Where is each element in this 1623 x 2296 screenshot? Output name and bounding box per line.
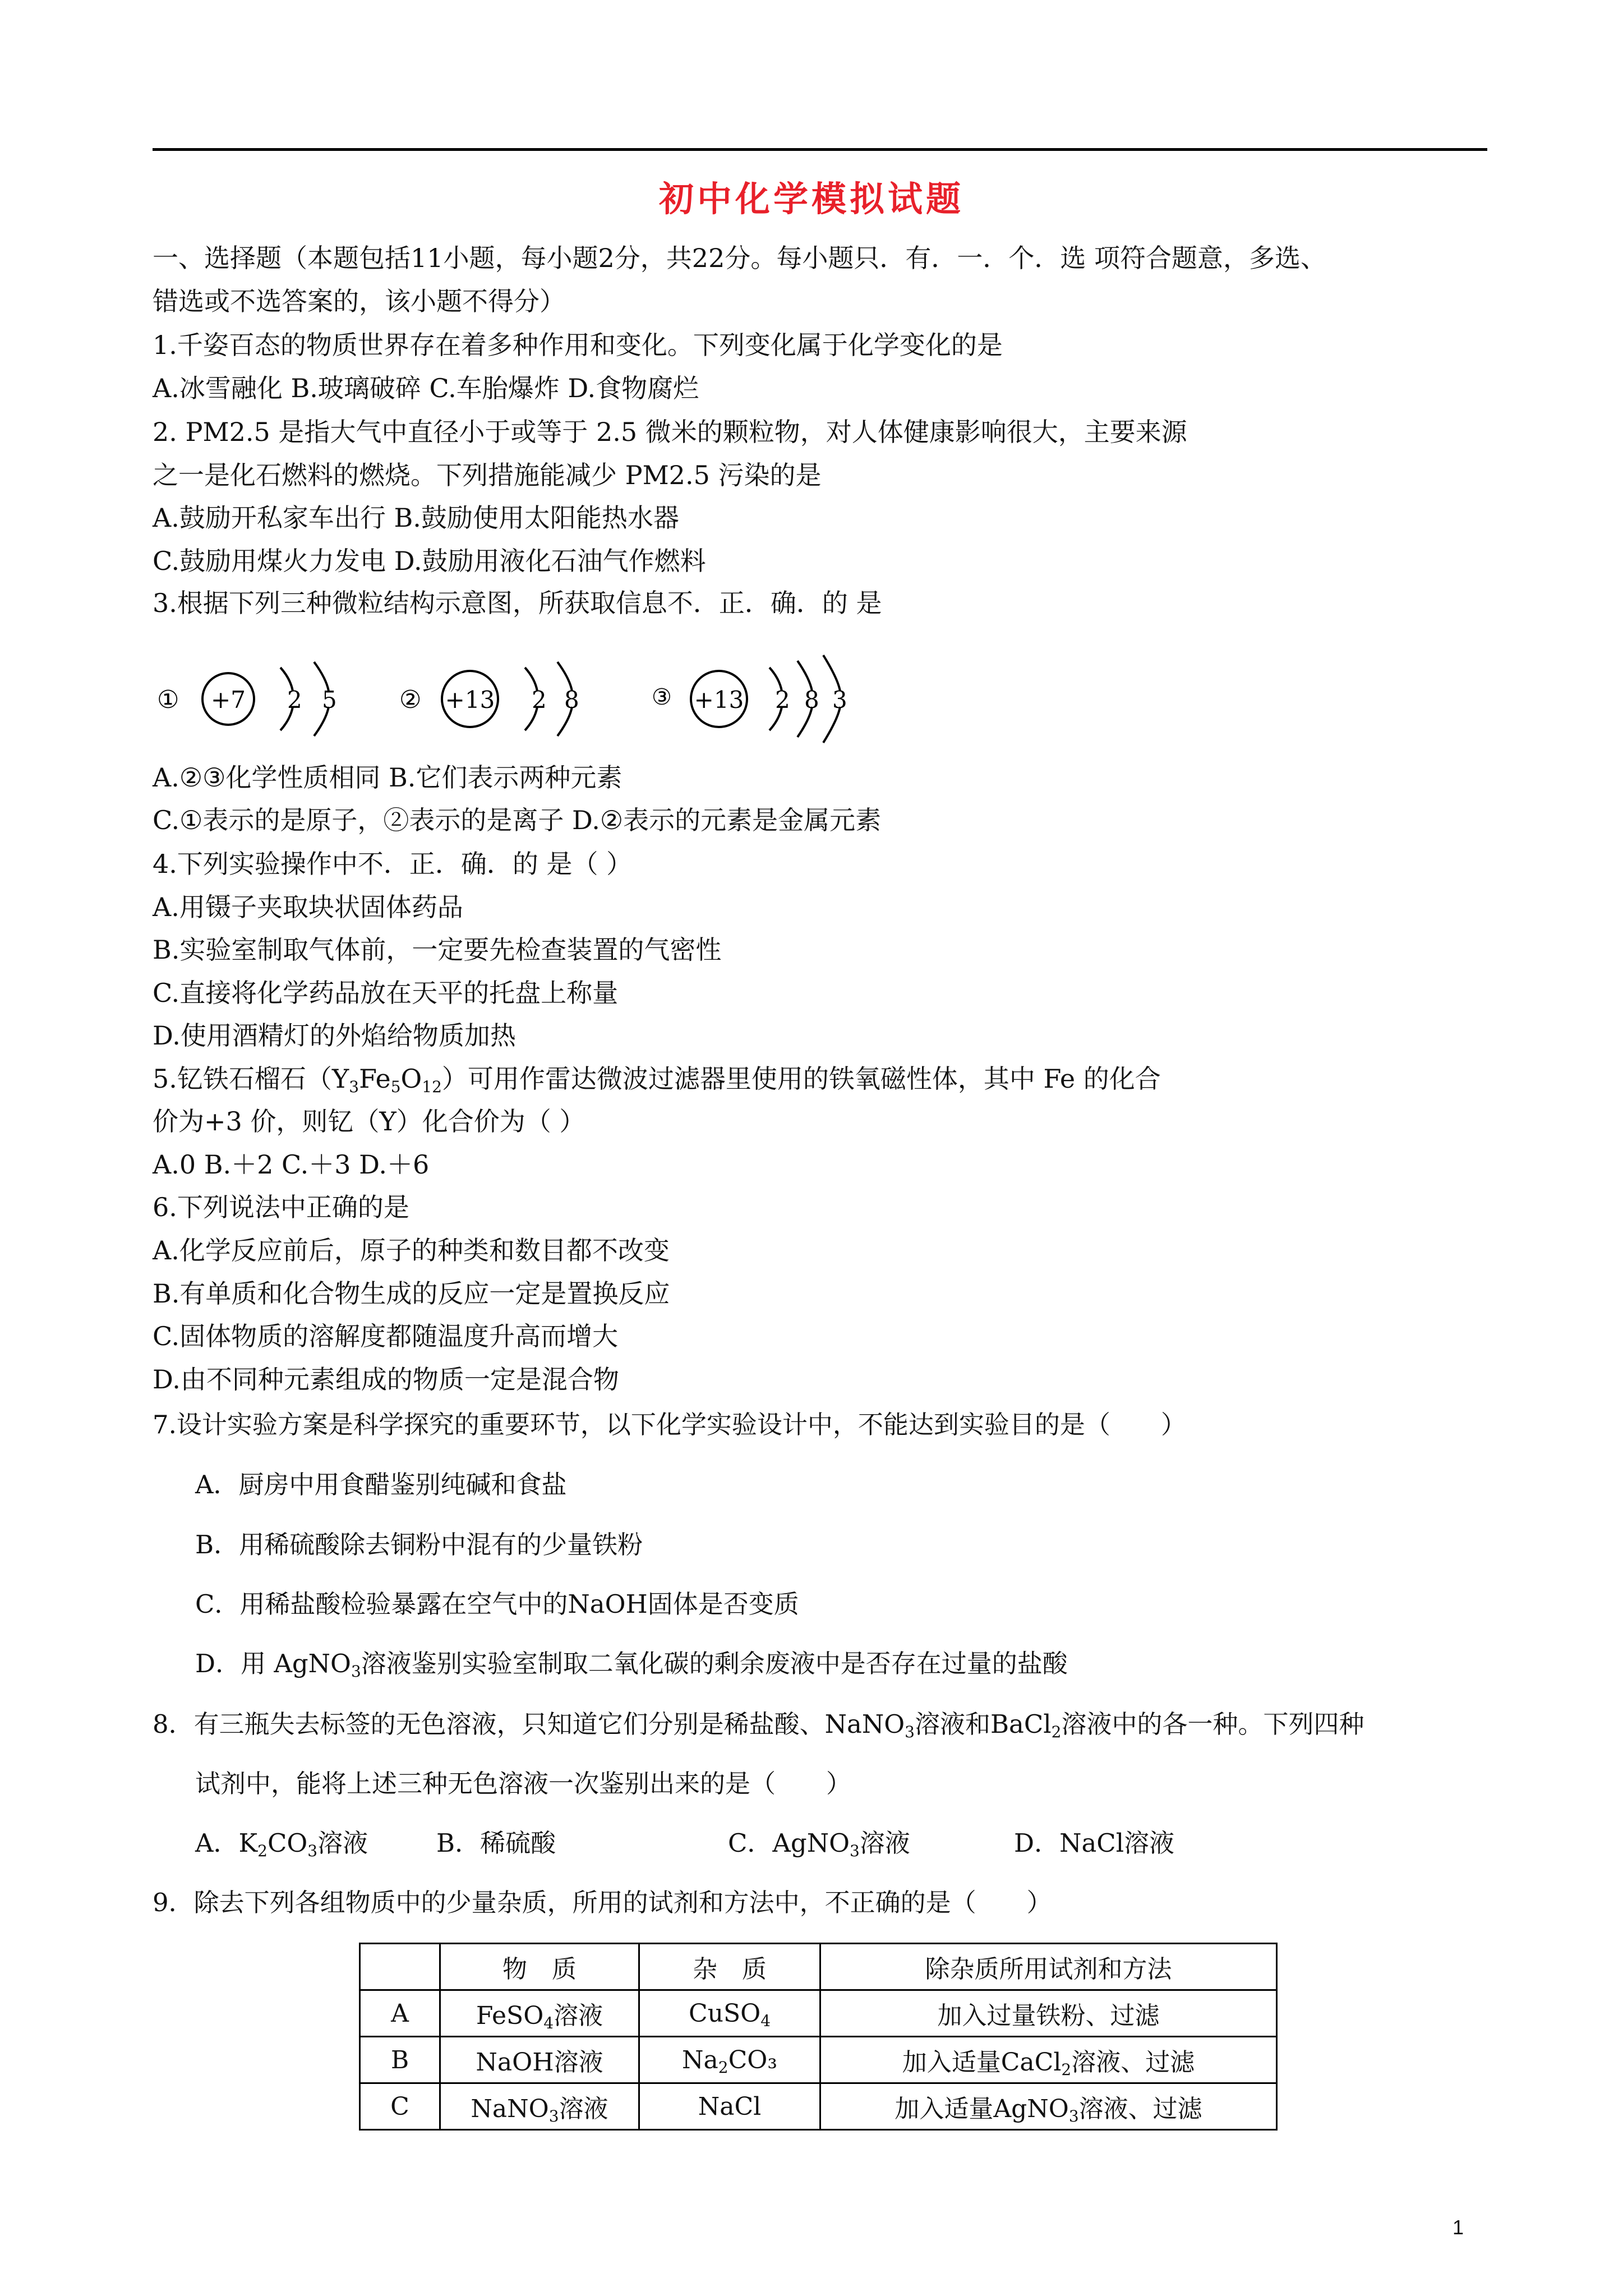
q8-option-b: B．稀硫酸 bbox=[436, 1828, 556, 1858]
q7-option-d: D．用 AgNO$_3$溶液鉴别实验室制取二氧化碳的剩余废液中是否存在过量的盐酸 bbox=[195, 1649, 1068, 1681]
particle-3-label: ③ bbox=[652, 684, 672, 710]
header-rule bbox=[153, 148, 1487, 151]
q6-stem: 6.下列说法中正确的是 bbox=[153, 1192, 409, 1222]
q2-stem2: 之一是化石燃料的燃烧。下列措施能减少 PM2.5 污染的是 bbox=[153, 460, 822, 490]
particle-3-shell-3: 3 bbox=[832, 686, 847, 714]
particle-1-shell-1: 2 bbox=[287, 686, 302, 714]
q2-options1: A.鼓励开私家车出行 B.鼓励使用太阳能热水器 bbox=[153, 503, 679, 533]
section-header-line1: 一、选择题（本题包括11小题，每小题2分，共22分。每小题只．有．一．个．选 项符合题意，多选、 bbox=[153, 243, 1326, 273]
particle-diagram bbox=[153, 645, 882, 752]
particle-3-nucleus: +13 bbox=[694, 686, 744, 714]
q7-option-a: A．厨房中用食醋鉴别纯碱和食盐 bbox=[195, 1470, 567, 1499]
q3-stem: 3.根据下列三种微粒结构示意图，所获取信息不．正．确．的 是 bbox=[153, 588, 882, 618]
q4-option-c: C.直接将化学药品放在天平的托盘上称量 bbox=[153, 978, 619, 1008]
q8-option-a: A．$K_2CO_3$溶液 bbox=[195, 1828, 368, 1860]
q9-stem: 9．除去下列各组物质中的少量杂质，所用的试剂和方法中，不正确的是（ ） bbox=[153, 1888, 1052, 1917]
q4-option-a: A.用镊子夹取块状固体药品 bbox=[153, 892, 463, 922]
page-number: 1 bbox=[1453, 2216, 1464, 2239]
q7-stem: 7.设计实验方案是科学探究的重要环节，以下化学实验设计中，不能达到实验目的是（ ） bbox=[153, 1410, 1186, 1439]
particle-2-shell-1: 2 bbox=[532, 686, 547, 714]
particle-2 bbox=[399, 662, 579, 736]
q6-option-d: D.由不同种元素组成的物质一定是混合物 bbox=[153, 1364, 619, 1395]
q6-option-b: B.有单质和化合物生成的反应一定是置换反应 bbox=[153, 1278, 670, 1309]
q9-table bbox=[359, 1943, 1278, 2131]
particle-1-nucleus: +7 bbox=[211, 686, 246, 714]
particle-2-shell-2: 8 bbox=[564, 686, 579, 714]
q1-stem: 1.千姿百态的物质世界存在着多种作用和变化。下列变化属于化学变化的是 bbox=[153, 330, 1003, 360]
particle-3 bbox=[652, 655, 847, 743]
table-row: A FeSO$_4$溶液 CuSO$_4$ 加入过量铁粉、过滤 bbox=[360, 1990, 1277, 2037]
q5-stem2: 价为+3 价，则钇（Y）化合价为（ ） bbox=[153, 1106, 585, 1137]
q8-option-d: D．NaCl溶液 bbox=[1014, 1828, 1175, 1858]
q6-option-a: A.化学反应前后，原子的种类和数目都不改变 bbox=[153, 1235, 670, 1266]
q3-options2: C.①表示的是原子，②表示的是离子 D.②表示的元素是金属元素 bbox=[153, 805, 882, 835]
q5-options: A.0 B.＋2 C.＋3 D.＋6 bbox=[153, 1149, 430, 1180]
q8-options bbox=[195, 1826, 1174, 1860]
particle-1 bbox=[157, 662, 337, 736]
q2-options2: C.鼓励用煤火力发电 D.鼓励用液化石油气作燃料 bbox=[153, 546, 706, 576]
table-header-row: 物 质 杂 质 除杂质所用试剂和方法 bbox=[360, 1944, 1277, 1990]
particle-3-shell-2: 8 bbox=[804, 686, 819, 714]
table-row: C NaNO$_3$溶液 NaCl 加入适量AgNO$_3$溶液、过滤 bbox=[360, 2083, 1277, 2130]
q4-option-d: D.使用酒精灯的外焰给物质加热 bbox=[153, 1020, 516, 1051]
q8-option-c: C．AgNO$_3$溶液 bbox=[728, 1828, 910, 1860]
particle-1-shell-2: 5 bbox=[322, 686, 337, 714]
q3-options1: A.②③化学性质相同 B.它们表示两种元素 bbox=[153, 762, 623, 793]
table-row: B NaOH溶液 $Na_2CO_3$ 加入适量CaCl$_2$溶液、过滤 bbox=[360, 2037, 1277, 2083]
q8-stem: 8．有三瓶失去标签的无色溶液，只知道它们分别是稀盐酸、NaNO$_3$溶液和BaCl$_2$溶液中的各一种。下列四种 bbox=[153, 1709, 1364, 1741]
q4-option-b: B.实验室制取气体前，一定要先检查装置的气密性 bbox=[153, 935, 722, 965]
q1-options: A.冰雪融化 B.玻璃破碎 C.车胎爆炸 D.食物腐烂 bbox=[153, 373, 699, 403]
page-title: 初中化学模拟试题 bbox=[658, 178, 964, 219]
q4-stem: 4.下列实验操作中不．正．确．的 是（ ） bbox=[153, 849, 633, 879]
particle-1-label: ① bbox=[157, 685, 179, 714]
particle-3-shell-1: 2 bbox=[775, 686, 790, 714]
section-header-line2: 错选或不选答案的，该小题不得分） bbox=[153, 286, 565, 316]
q5-stem: 5.钇铁石榴石$(Y_3Fe_5O_{12})$可用作雷达微波过滤器里使用的铁氧磁性体，其中 Fe 的化合 bbox=[153, 1064, 1161, 1096]
q6-option-c: C.固体物质的溶解度都随温度升高而增大 bbox=[153, 1321, 619, 1351]
q8-stem2: 试剂中，能将上述三种无色溶液一次鉴别出来的是（ ） bbox=[195, 1769, 852, 1798]
q2-stem1: 2. PM2.5 是指大气中直径小于或等于 2.5 微米的颗粒物，对人体健康影响很大，主要来源 bbox=[153, 417, 1187, 447]
q7-option-b: B．用稀硫酸除去铜粉中混有的少量铁粉 bbox=[195, 1530, 643, 1559]
particle-2-nucleus: +13 bbox=[445, 686, 495, 714]
particle-2-label: ② bbox=[399, 685, 422, 714]
q7-option-c: C．用稀盐酸检验暴露在空气中的NaOH固体是否变质 bbox=[195, 1589, 799, 1619]
